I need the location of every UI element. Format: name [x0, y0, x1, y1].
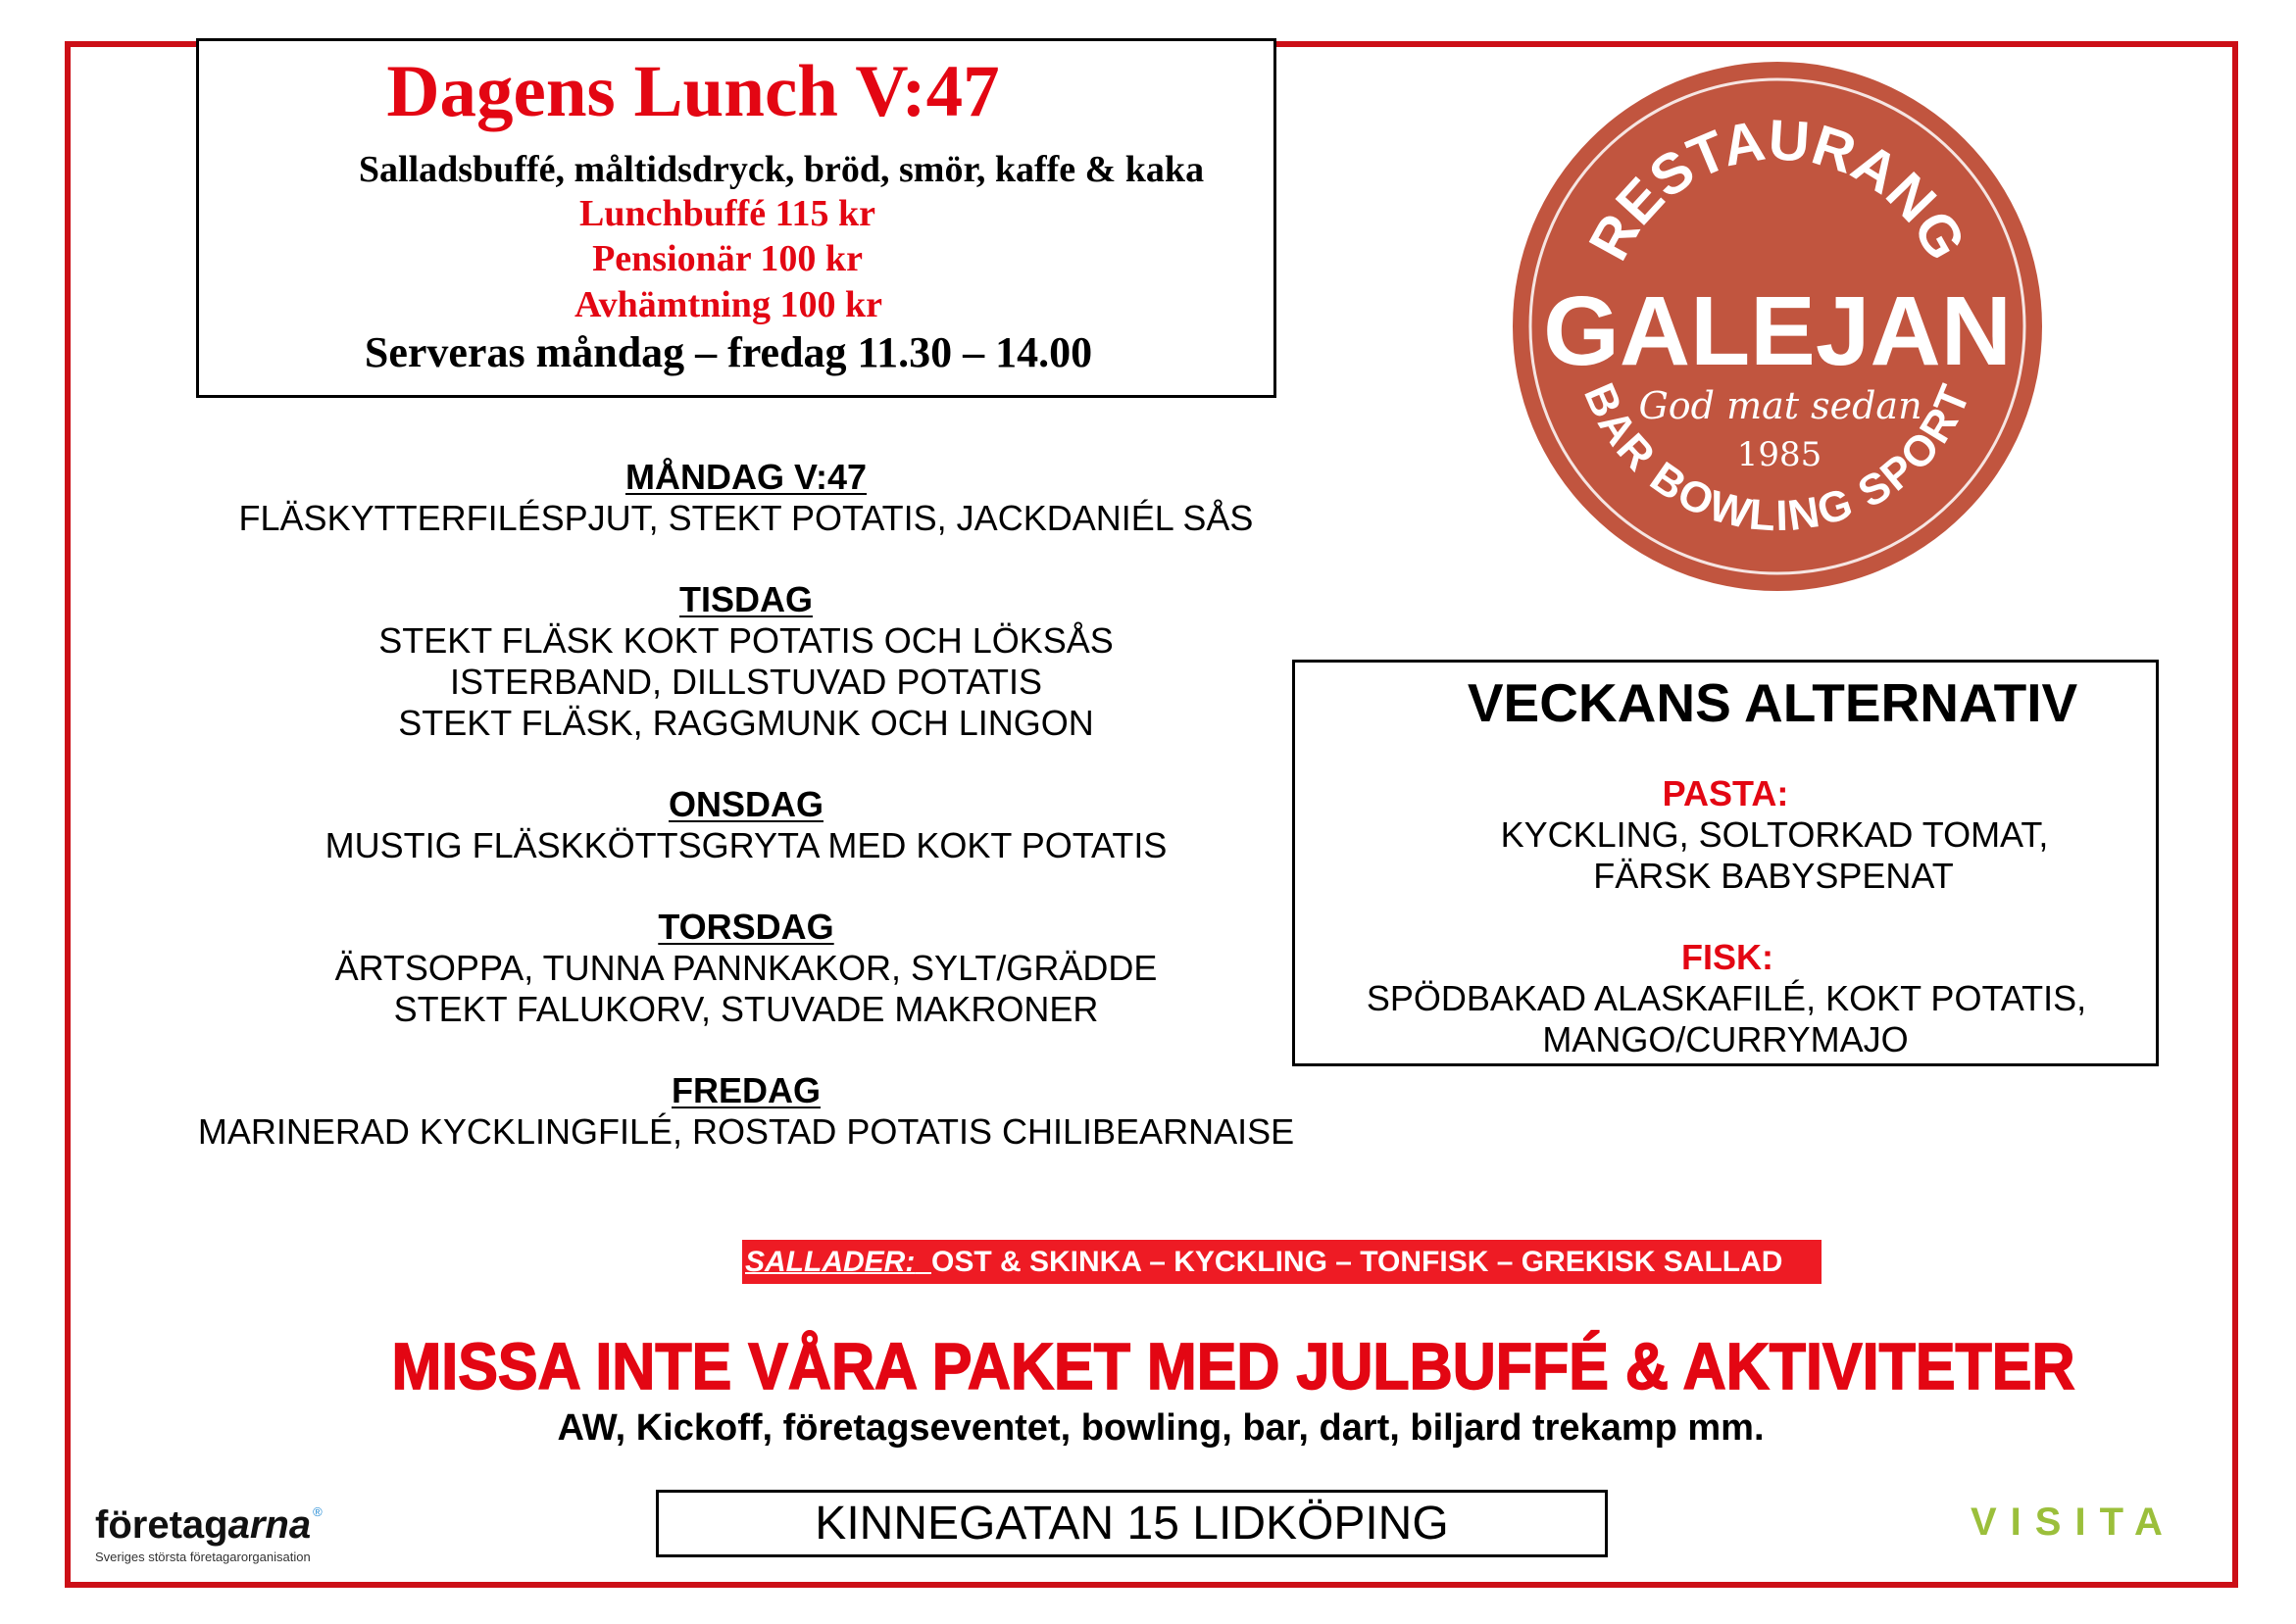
- logo-year: 1985: [1736, 435, 1822, 474]
- salads-banner: [742, 1240, 1822, 1284]
- dish: MUSTIG FLÄSKKÖTTSGRYTA MED KOKT POTATIS: [324, 825, 1168, 865]
- price-lunchbuffe: Lunchbuffé 115 kr: [579, 193, 875, 234]
- lunch-includes: Salladsbuffé, måltidsdryck, bröd, smör, kaffe & kaka: [358, 149, 1205, 190]
- day-heading: ONSDAG: [668, 784, 824, 824]
- serving-hours: Serveras måndag – fredag 11.30 – 14.00: [364, 328, 1093, 376]
- dish: STEKT FLÄSK KOKT POTATIS OCH LÖKSÅS: [378, 620, 1114, 661]
- price-pensionar: Pensionär 100 kr: [592, 238, 863, 279]
- day-monday: [158, 457, 1334, 539]
- weekly-alternatives-box: [1292, 660, 2159, 1066]
- day-heading: MÅNDAG V:47: [624, 457, 868, 497]
- alternative-line: MANGO/CURRYMAJO: [1542, 1019, 1909, 1059]
- alternative-label-pasta: PASTA:: [1662, 773, 1789, 813]
- address-box: [656, 1490, 1608, 1557]
- day-heading: TORSDAG: [658, 907, 834, 947]
- dish: ÄRTSOPPA, TUNNA PANNKAKOR, SYLT/GRÄDDE: [334, 948, 1158, 988]
- weekly-menu: [158, 457, 1334, 1193]
- day-heading: FREDAG: [672, 1070, 821, 1110]
- dish: STEKT FALUKORV, STUVADE MAKRONER: [393, 989, 1099, 1029]
- page-title: Dagens Lunch V:47: [386, 51, 1000, 132]
- logo-top-arc-text: RESTAURANG: [1576, 108, 1978, 271]
- alternative-line: SPÖDBAKAD ALASKAFILÉ, KOKT POTATIS,: [1366, 978, 2087, 1018]
- alternative-line: KYCKLING, SOLTORKAD TOMAT,: [1500, 814, 2049, 855]
- registered-mark-icon: ®: [313, 1504, 323, 1519]
- salads-items: OST & SKINKA – KYCKLING – TONFISK – GREKISK SALLAD: [931, 1246, 1783, 1278]
- alternative-line: FÄRSK BABYSPENAT: [1593, 856, 1954, 896]
- day-tuesday: [158, 579, 1334, 744]
- foretagarna-name-regular: företag: [95, 1503, 228, 1547]
- logo-bottom-arc-text: BAR BOWLING SPORT: [1574, 376, 1980, 541]
- dish: FLÄSKYTTERFILÉSPJUT, STEKT POTATIS, JACKDANIÉL SÅS: [238, 498, 1254, 538]
- galejan-logo: [1503, 52, 2052, 601]
- day-wednesday: [158, 784, 1334, 866]
- salads-label-wrap: [745, 1246, 931, 1278]
- foretagarna-wordmark: [95, 1490, 323, 1548]
- promo-activities: AW, Kickoff, företagseventet, bowling, bar, dart, biljard trekamp mm.: [557, 1407, 1765, 1449]
- price-avhamtning: Avhämtning 100 kr: [574, 284, 882, 325]
- lunch-info-box: [196, 38, 1276, 398]
- logo-tagline: God mat sedan: [1638, 384, 1922, 427]
- day-thursday: [158, 907, 1334, 1030]
- visita-logo: VISITA: [1971, 1501, 2176, 1544]
- foretagarna-logo: [95, 1490, 323, 1565]
- foretagarna-name-italic: arna: [227, 1503, 312, 1547]
- dish: STEKT FLÄSK, RAGGMUNK OCH LINGON: [398, 703, 1094, 743]
- promo-headline: MISSA INTE VÅRA PAKET MED JULBUFFÉ & AKTIVITETER: [391, 1329, 2075, 1403]
- day-friday: [158, 1070, 1334, 1153]
- logo-name: GALEJAN: [1543, 276, 2012, 386]
- salads-label: SALLADER:: [745, 1246, 916, 1278]
- foretagarna-tagline: Sveriges största företagarorganisation: [95, 1550, 311, 1564]
- alternatives-title: VECKANS ALTERNATIV: [1467, 672, 2078, 733]
- address-text: KINNEGATAN 15 LIDKÖPING: [815, 1498, 1449, 1550]
- dish: MARINERAD KYCKLINGFILÉ, ROSTAD POTATIS CHILIBEARNAISE: [197, 1111, 1295, 1152]
- alternative-label-fisk: FISK:: [1681, 937, 1773, 977]
- dish: ISTERBAND, DILLSTUVAD POTATIS: [449, 662, 1043, 702]
- day-heading: TISDAG: [678, 579, 813, 619]
